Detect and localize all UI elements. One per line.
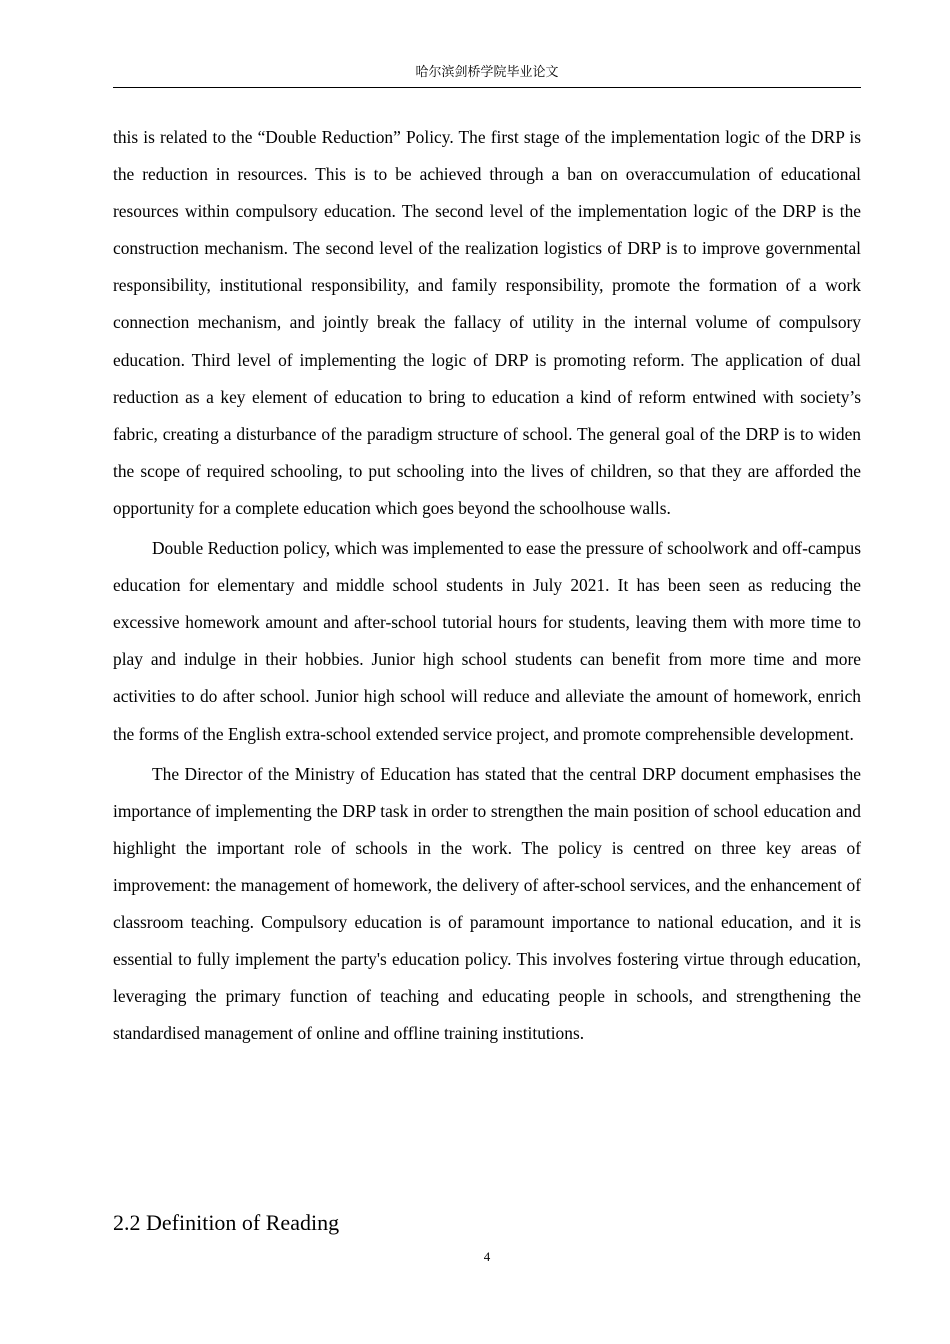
paragraph-2: Double Reduction policy, which was implemented to ease the pressure of schoolwork and off-campus education for elementary and middle school students in July 2021. It has been seen as reducing the excessive homework amount and after-school tutorial hours for students, leaving them with more time to play and indulge in their hobbies. Junior high school students can benefit from more time and more activities to do after school. Junior high school will reduce and alleviate the amount of homework, enrich the forms of the English extra-school extended service project, and promote comprehensible development.: [113, 538, 861, 744]
page-number: 4: [483, 1249, 491, 1264]
section-heading: 2.2 Definition of Reading: [113, 1210, 340, 1235]
running-header: 哈尔滨剑桥学院毕业论文: [415, 65, 559, 80]
body-text: [113, 119, 861, 1052]
header-divider: [113, 87, 861, 88]
paragraph-1: this is related to the “Double Reduction” Policy. The first stage of the implementation logic of the DRP is the reduction in resources. This is to be achieved through a ban on overaccumulation of educational resources within compulsory education. The second level of the implementation logic of the DRP is the construction mechanism. The second level of the realization logistics of DRP is to improve governmental responsibility, institutional responsibility, and family responsibility, promote the formation of a work connection mechanism, and jointly break the fallacy of utility in the internal volume of compulsory education. Third level of implementing the logic of DRP is promoting reform. The application of dual reduction as a key element of education to bring to education a kind of reform entwined with society’s fabric, creating a disturbance of the paradigm structure of school. The general goal of the DRP is to widen the scope of required schooling, to put schooling into the lives of children, so that they are afforded the opportunity for a complete education which goes beyond the schoolhouse walls.: [113, 127, 861, 518]
paragraph-3: The Director of the Ministry of Education has stated that the central DRP document emphasises the importance of implementing the DRP task in order to strengthen the main position of school education and highlight the important role of schools in the work. The policy is centred on three key areas of improvement: the management of homework, the delivery of after-school services, and the enhancement of classroom teaching. Compulsory education is of paramount importance to national education, and it is essential to fully implement the party's education policy. This involves fostering virtue through education, leveraging the primary function of teaching and educating people in schools, and strengthening the standardised management of online and offline training institutions.: [113, 763, 861, 1044]
